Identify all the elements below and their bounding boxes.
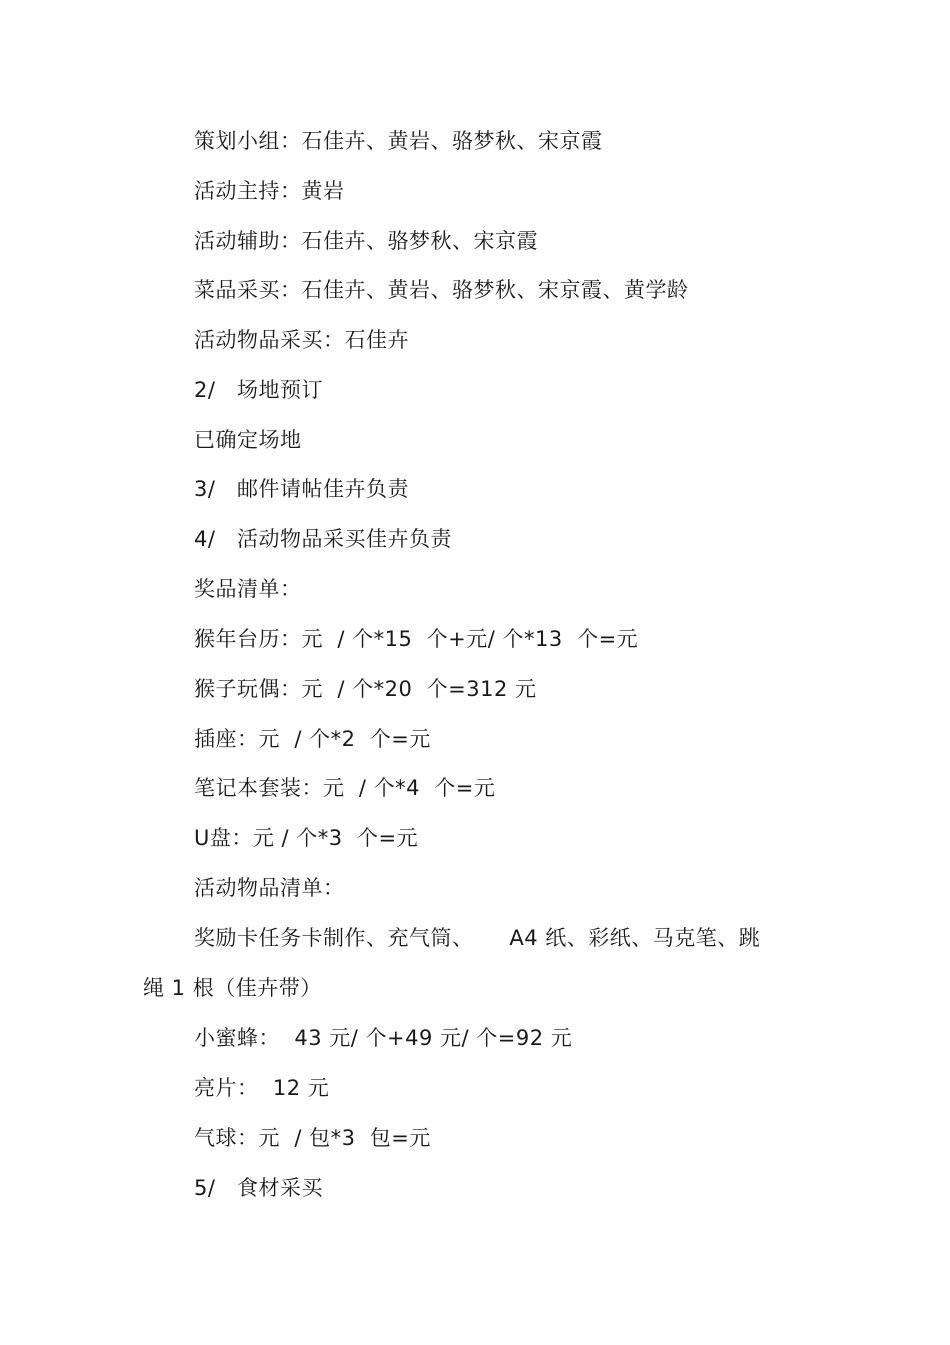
text-line-usb-drive: U盘：元 / 个*3 个=元 (194, 826, 419, 850)
text-line-invitation: 3/ 邮件请帖佳卉负责 (194, 477, 409, 501)
text-line-sequins: 亮片： 12 元 (194, 1076, 330, 1100)
text-line-items-owner: 4/ 活动物品采买佳卉负责 (194, 527, 452, 551)
text-line-items-list-continued: 绳 1 根（佳卉带） (143, 976, 322, 1000)
text-line-venue-confirmed: 已确定场地 (194, 428, 302, 452)
text-line-socket: 插座：元 / 个*2 个=元 (194, 727, 431, 751)
text-line-ingredients-heading: 5/ 食材采买 (194, 1176, 323, 1200)
text-line-items-list-heading: 活动物品清单： (194, 876, 345, 900)
text-line-microphone: 小蜜蜂： 43 元/ 个+49 元/ 个=92 元 (194, 1026, 573, 1050)
text-line-calendar: 猴年台历：元 / 个*15 个+元/ 个*13 个=元 (194, 627, 639, 651)
text-line-host: 活动主持：黄岩 (194, 179, 345, 203)
text-line-monkey-doll: 猴子玩偶：元 / 个*20 个=312 元 (194, 677, 537, 701)
text-line-planning-group: 策划小组：石佳卉、黄岩、骆梦秋、宋京霞 (194, 129, 603, 153)
text-line-food-purchase: 菜品采买：石佳卉、黄岩、骆梦秋、宋京霞、黄学龄 (194, 278, 689, 302)
text-line-prize-list-heading: 奖品清单： (194, 577, 302, 601)
text-line-balloons: 气球：元 / 包*3 包=元 (194, 1126, 431, 1150)
text-line-assistants: 活动辅助：石佳卉、骆梦秋、宋京霞 (194, 229, 538, 253)
text-line-items-list: 奖励卡任务卡制作、充气筒、 A4 纸、彩纸、马克笔、跳 (194, 926, 761, 950)
text-line-items-purchase: 活动物品采买：石佳卉 (194, 328, 409, 352)
text-line-venue-heading: 2/ 场地预订 (194, 378, 323, 402)
text-line-notebook-set: 笔记本套装：元 / 个*4 个=元 (194, 776, 496, 800)
